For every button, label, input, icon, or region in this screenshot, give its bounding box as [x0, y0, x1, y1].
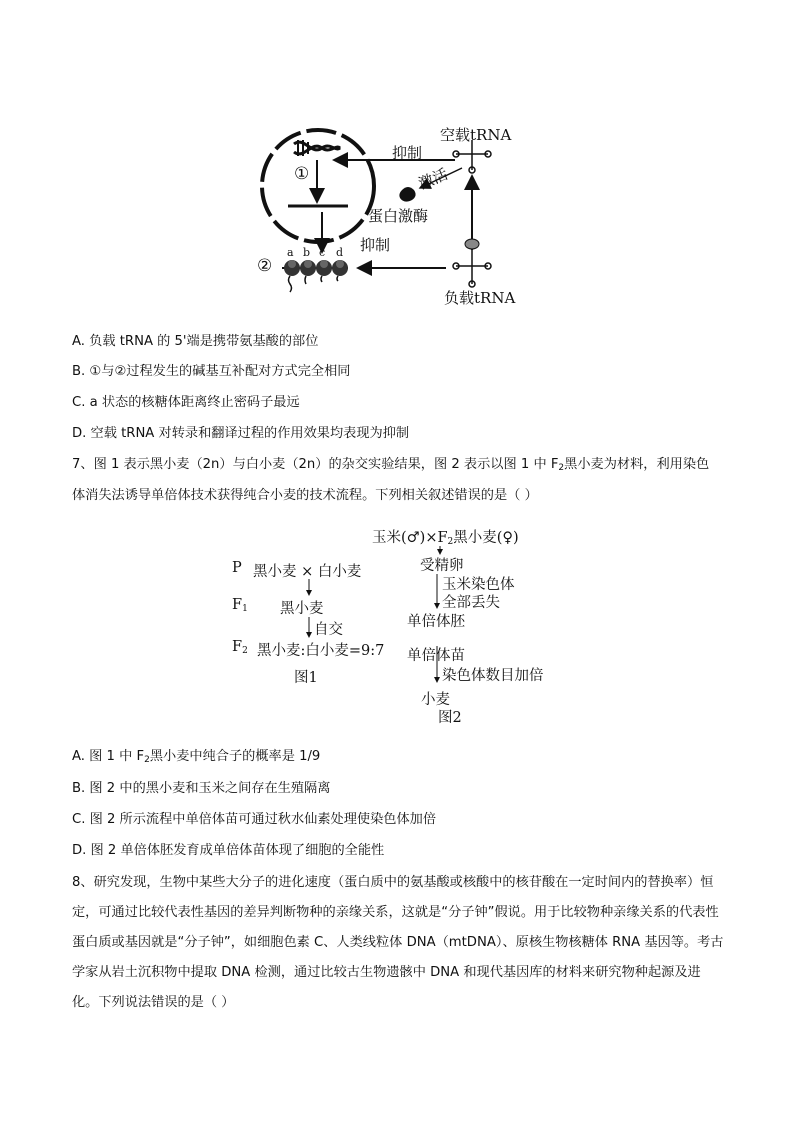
- q7-option-d: D. 图 2 单倍体胚发育成单倍体苗体现了细胞的全能性: [72, 843, 385, 858]
- label-inhibit-translation: 抑制: [360, 236, 391, 254]
- label-process-2: ②: [257, 256, 273, 276]
- ribosome-c: [316, 260, 332, 276]
- q7-option-c: C. 图 2 所示流程中单倍体苗可通过秋水仙素处理使染色体加倍: [72, 812, 437, 827]
- q7-stem-line1: 7、图 1 表示黑小麦（2n）与白小麦（2n）的杂交实验结果，图 2 表示以图 1 中 $F_2$黑小麦为材料，利用染色: [72, 457, 710, 473]
- q6-option-c: C. a 状态的核糖体距离终止密码子最远: [72, 395, 300, 410]
- q6-option-d: D. 空载 tRNA 对转录和翻译过程的作用效果均表现为抑制: [72, 426, 410, 441]
- fig1-f1-value: 黑小麦: [280, 601, 324, 617]
- ribosome-label-a: a: [287, 246, 294, 259]
- q7-stem-line2: 体消失法诱导单倍体技术获得纯合小麦的技术流程。下列相关叙述错误的是（ ）: [72, 488, 538, 503]
- fig1-p-cross: 黑小麦 × 白小麦: [253, 564, 362, 580]
- fig1-f2-label: $F_2$: [232, 639, 248, 656]
- ribosome-label-b: b: [303, 246, 311, 259]
- fig1-p-label: P: [232, 560, 242, 576]
- fig1-caption: 图1: [294, 670, 318, 686]
- fig2-fertilized: 受精卵: [420, 558, 464, 574]
- ribosome-b: [300, 260, 316, 276]
- q7-option-a: A. 图 1 中 $F_2$黑小麦中纯合子的概率是 1/9: [72, 749, 321, 765]
- q7-figure-arrows: [220, 540, 480, 700]
- charged-trna-icon: [453, 239, 491, 287]
- q6-option-b: B. ①与②过程发生的碱基互补配对方式完全相同: [72, 364, 351, 379]
- fig1-selfing: 自交: [314, 622, 343, 638]
- label-process-1: ①: [294, 164, 310, 184]
- fig2-caption: 图2: [438, 710, 462, 726]
- fig2-top: 玉米$(♂)\times F_2$黑小麦(♀): [372, 530, 519, 547]
- label-empty-trna: 空载tRNA: [440, 126, 512, 144]
- label-protein-kinase: 蛋白激酶: [368, 207, 429, 225]
- q8-stem: 8、研究发现，生物中某些大分子的进化速度（蛋白质中的氨基酸或核酸中的核苷酸在一定时间内的替换率）恒定，可通过比较代表性基因的差异判断物种的亲缘关系，这就是“分子钟”假说。用于比较物种亲缘关系的代表性蛋白质或基因就是“分子钟”，如细胞色素 C、人类线粒体 DNA（mtDNA）、原核生物核糖体 RNA 基因等。考古学家从岩土沉积物中提取 DNA 检测，通过比较古生物遗骸中 DNA 和现代基因库的材料来研究物种起源及进化。下列说法错误的是（ ）: [72, 875, 724, 1010]
- ribosome-label-d: d: [336, 246, 344, 259]
- fig1-f1-label: $F_1$: [232, 597, 248, 614]
- q6-option-a: A. 负载 tRNA 的 5'端是携带氨基酸的部位: [72, 334, 319, 349]
- label-charged-trna: 负载tRNA: [444, 289, 516, 307]
- kinase-icon: [399, 187, 415, 202]
- fig2-side2: 全部丢失: [442, 595, 500, 611]
- ribosome-a: [284, 260, 300, 276]
- fig2-seedling: 单倍体苗: [407, 648, 465, 664]
- ribosome-d: [332, 260, 348, 276]
- fig2-wheat: 小麦: [421, 692, 450, 708]
- fig2-side3: 染色体数目加倍: [442, 668, 544, 684]
- dna-helix-icon: [294, 140, 340, 156]
- q7-option-b: B. 图 2 中的黑小麦和玉米之间存在生殖隔离: [72, 781, 331, 796]
- label-inhibit-transcription: 抑制: [392, 144, 423, 162]
- ribosome-label-c: c: [319, 246, 326, 259]
- label-activate: 激活: [415, 164, 451, 193]
- fig1-f2-value: 黑小麦:白小麦=9:7: [257, 643, 385, 659]
- fig2-embryo: 单倍体胚: [407, 614, 465, 630]
- fig2-side1: 玉米染色体: [442, 577, 515, 593]
